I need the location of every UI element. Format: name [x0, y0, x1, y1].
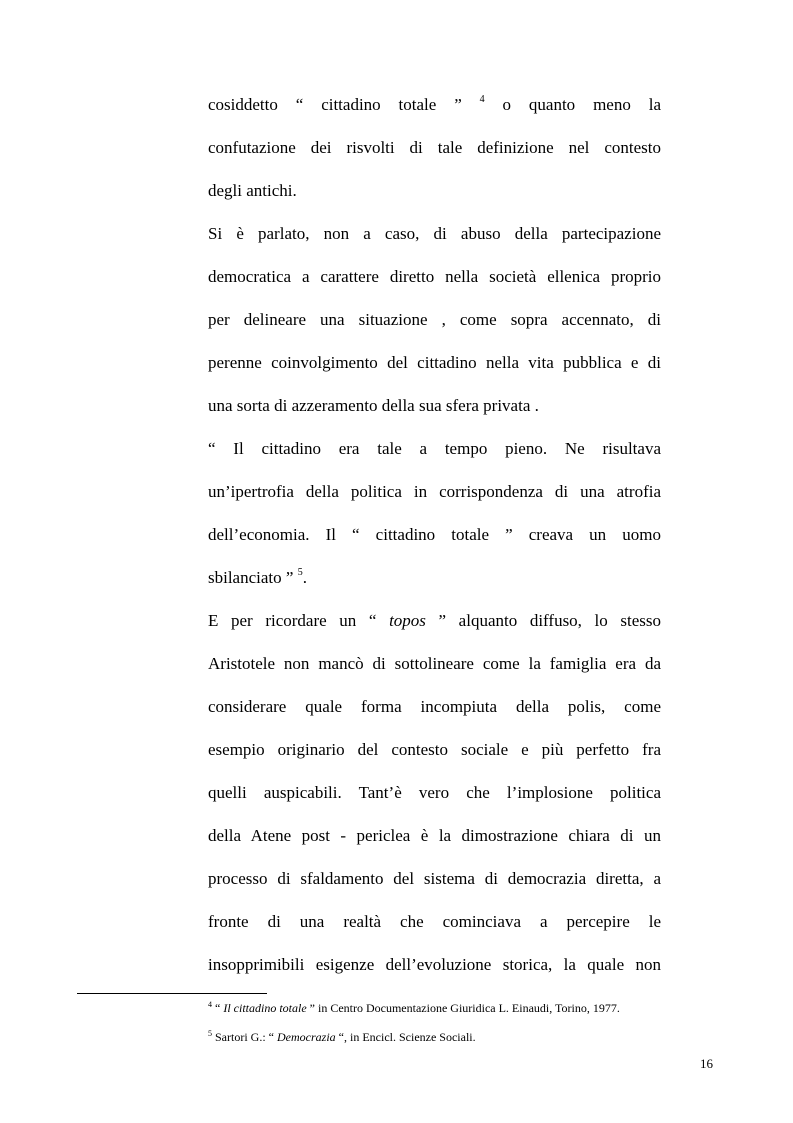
text-line: Si è parlato, non a caso, di abuso della partecipazione: [208, 224, 661, 243]
text-line: processo di sfaldamento del sistema di democrazia diretta, a: [208, 869, 661, 888]
text-line: cosiddetto “ cittadino totale ” $^4$ o quanto meno la: [208, 94, 661, 114]
text-line: democratica a carattere diretto nella società ellenica proprio: [208, 267, 661, 286]
footnote-marker: 5: [297, 567, 303, 578]
italic-text: Democrazia: [277, 1030, 336, 1044]
footnote-marker: 4: [479, 94, 485, 105]
text-line: per delineare una situazione , come sopra accennato, di: [208, 310, 661, 329]
text-line: una sorta di azzeramento della sua sfera privata .: [208, 396, 539, 415]
text-line: esempio originario del contesto sociale e più perfetto fra: [208, 740, 661, 759]
italic-text: topos: [389, 611, 426, 630]
italic-text: Il cittadino totale: [223, 1001, 307, 1015]
text-line: E per ricordare un “ topos ” alquanto diffuso, lo stesso: [208, 611, 662, 630]
text-line: insopprimibili esigenze dell’evoluzione storica, la quale non: [208, 955, 661, 974]
text-line: degli antichi.: [208, 181, 297, 200]
page-number: 16: [700, 1056, 713, 1071]
text-line: confutazione dei risvolti di tale definizione nel contesto: [208, 138, 661, 157]
text-line: Aristotele non mancò di sottolineare come la famiglia era da: [208, 654, 661, 673]
text-line: fronte di una realtà che cominciava a percepire le: [208, 912, 661, 931]
footnote-marker: 5: [208, 1029, 212, 1038]
text-line: perenne coinvolgimento del cittadino nella vita pubblica e di: [208, 353, 661, 372]
footnote-separator: [77, 993, 267, 994]
text-line: sbilanciato ” $^5$.: [208, 567, 307, 587]
text-line: quelli auspicabili. Tant’è vero che l’implosione politica: [208, 783, 661, 802]
footnote: $^4$ “ Il cittadino totale ” in Centro Documentazione Giuridica L. Einaudi, Torino, 1977.: [208, 1000, 620, 1015]
text-line: della Atene post - periclea è la dimostrazione chiara di un: [208, 826, 661, 845]
text-line: dell’economia. Il “ cittadino totale ” creava un uomo: [208, 525, 661, 544]
text-line: un’ipertrofia della politica in corrispondenza di una atrofia: [208, 482, 661, 501]
footnote: $^5$ Sartori G.: “ Democrazia “, in Encicl. Scienze Sociali.: [208, 1029, 476, 1044]
footnote-marker: 4: [208, 1000, 212, 1009]
text-line: considerare quale forma incompiuta della polis, come: [208, 697, 661, 716]
text-line: “ Il cittadino era tale a tempo pieno. Ne risultava: [208, 439, 661, 458]
